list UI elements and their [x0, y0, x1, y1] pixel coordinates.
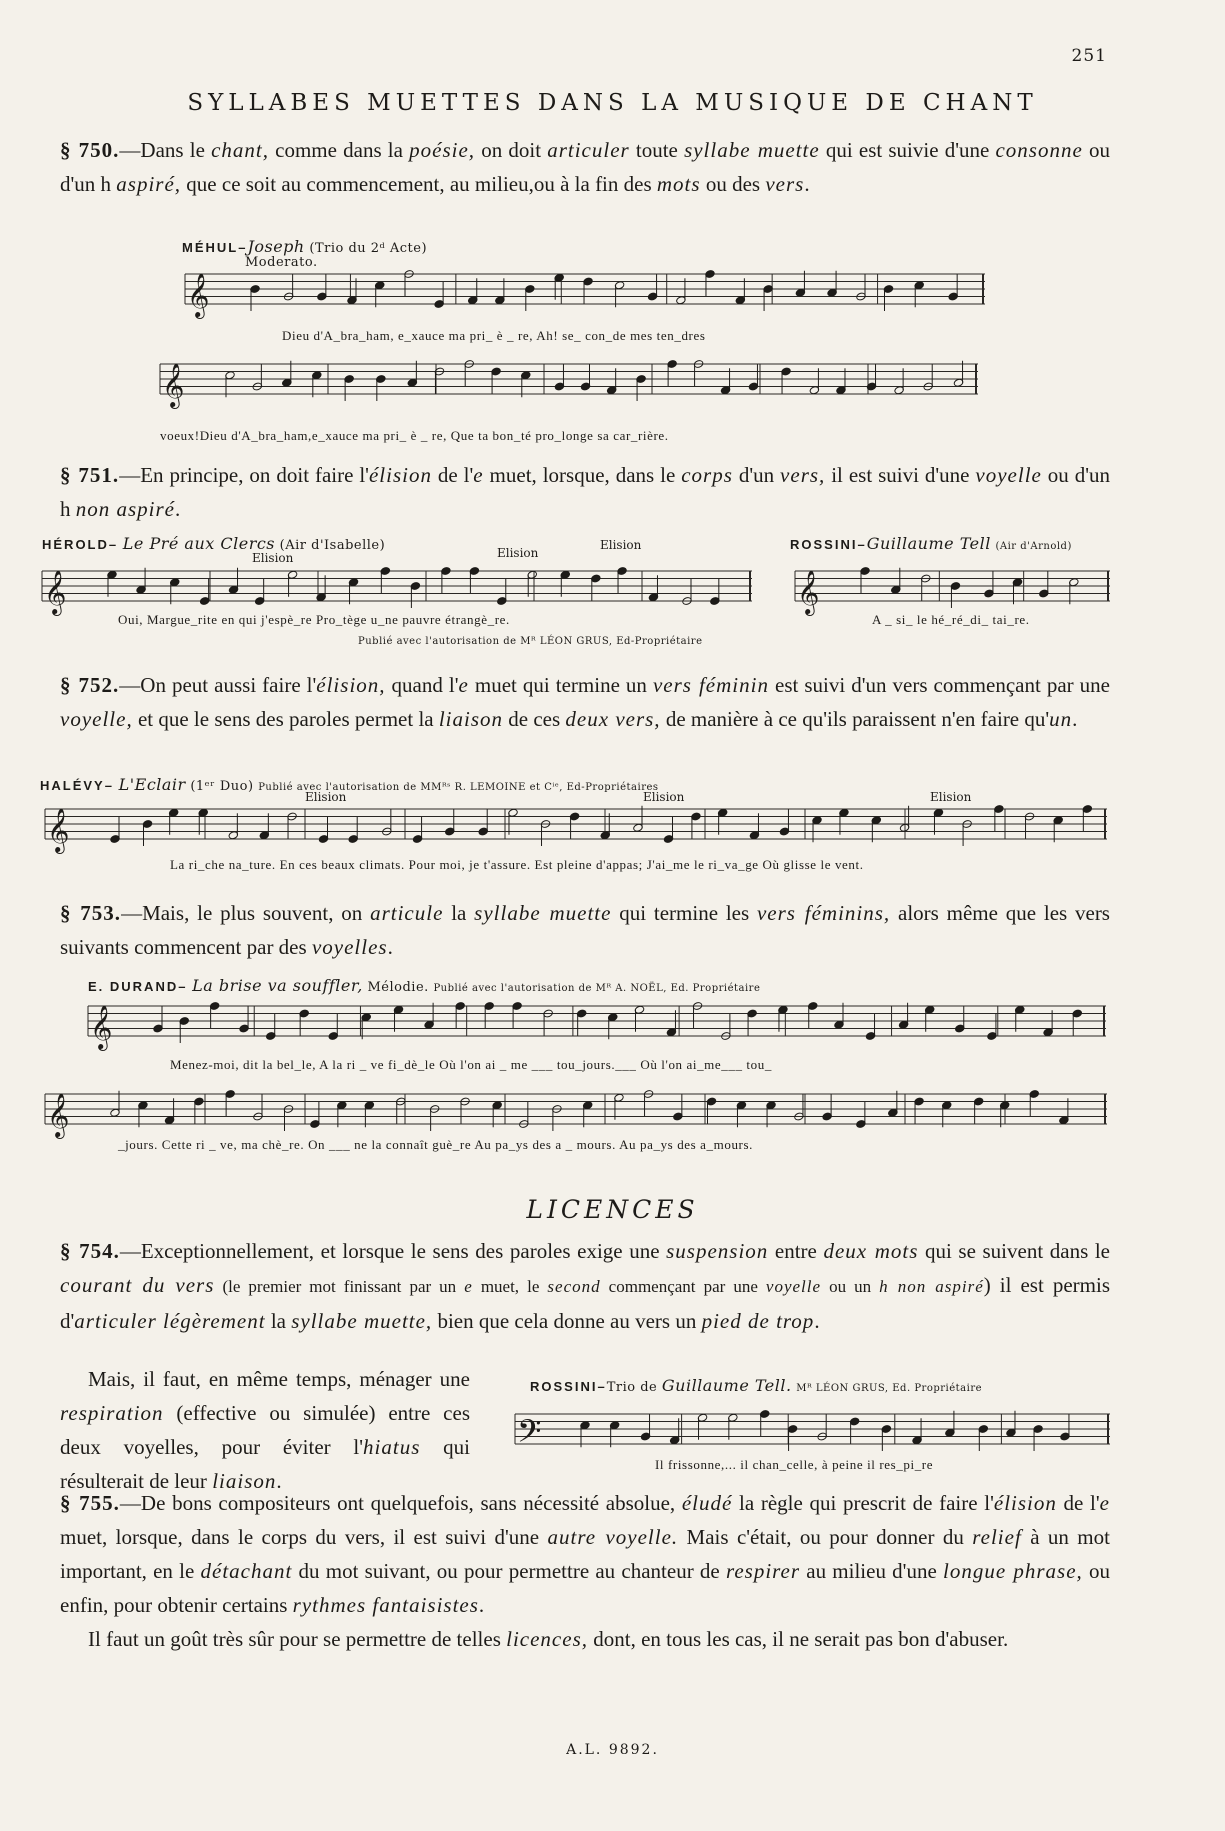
text: qui termine les	[611, 901, 757, 925]
work-note: (1ᵉʳ Duo)	[190, 779, 254, 794]
emphasis: mots	[656, 172, 701, 196]
emphasis: h non aspiré	[879, 1277, 984, 1296]
emphasis: détachant	[200, 1559, 293, 1583]
text: Il faut un goût très sûr pour se permettre de telles	[88, 1627, 507, 1651]
emphasis: syllabe muette	[474, 901, 612, 925]
emphasis: deux mots	[823, 1239, 919, 1263]
elision-marker: Elision	[252, 551, 294, 565]
emphasis: poésie,	[409, 138, 476, 162]
clef-symbol: 𝄞	[47, 1093, 70, 1137]
work-note: (Air d'Arnold)	[995, 541, 1072, 552]
text: —De bons compositeurs ont quelquefois, sans nécessité absolue,	[119, 1491, 682, 1515]
composer: ROSSINI–	[790, 537, 867, 552]
example-credit-rossini-1	[790, 534, 1072, 553]
text: .	[478, 1593, 485, 1617]
work-note: Mélodie.	[367, 980, 429, 995]
paragraph-755-continued	[60, 1622, 1110, 1656]
emphasis: suspension	[666, 1239, 769, 1263]
text: .	[175, 497, 181, 521]
permission-rossini-2: Mᴿ LÉON GRUS, Ed. Propriétaire	[796, 1383, 983, 1394]
emphasis: licences,	[506, 1627, 588, 1651]
emphasis: articule	[370, 901, 444, 925]
clef-symbol: 𝄞	[187, 273, 210, 317]
text: qui résulterait de leur	[60, 1435, 470, 1493]
emphasis: e	[458, 673, 469, 697]
example-credit-herold	[42, 534, 385, 553]
text: .	[1072, 707, 1078, 731]
text: .	[276, 1469, 282, 1493]
elision-marker: Elision	[600, 538, 642, 552]
example-credit-rossini-2	[530, 1376, 982, 1395]
emphasis: vers	[765, 172, 805, 196]
emphasis: vers féminins,	[756, 901, 891, 925]
paragraph-753	[60, 896, 1110, 964]
emphasis: articuler légèrement	[74, 1309, 266, 1333]
emphasis: vers,	[780, 463, 826, 487]
paragraph-752	[60, 668, 1110, 736]
emphasis: respiration	[60, 1401, 164, 1425]
text: ou d'un h	[60, 463, 1110, 521]
section-number: § 752.	[60, 673, 120, 697]
section-number: § 751.	[60, 463, 120, 487]
example-credit-mehul	[182, 237, 427, 256]
text: Mais c'était, ou pour donner du	[678, 1525, 973, 1549]
text: dont, en tous les cas, il ne serait pas bon d'abuser.	[588, 1627, 1009, 1651]
paragraph-751	[60, 458, 1110, 526]
work-title: L'Eclair	[118, 775, 186, 794]
text: commençant par une	[600, 1277, 766, 1296]
emphasis: consonne	[995, 138, 1083, 162]
music-staff-mehul-1	[185, 270, 985, 317]
text: de l'	[1056, 1491, 1100, 1515]
emphasis: voyelle,	[60, 707, 133, 731]
section-heading-licences: LICENCES	[526, 1195, 699, 1224]
tempo-marking: Moderato.	[245, 255, 318, 270]
paragraph-754	[60, 1234, 1110, 1338]
text: Mais, il faut, en même temps, ménager une	[88, 1367, 470, 1391]
work-title: Le Pré aux Clercs	[122, 534, 276, 553]
emphasis: élision,	[316, 673, 386, 697]
music-staff-rossini-1	[795, 567, 1110, 614]
paragraph-755	[60, 1486, 1110, 1622]
text: —Exceptionnellement, et lorsque le sens des paroles exige une	[119, 1239, 667, 1263]
music-staff-mehul-2	[160, 360, 978, 407]
text: —Mais, le plus souvent, on	[121, 901, 371, 925]
lyrics-rossini-1: A _ si_ le hé_ré_di_ tai_re.	[872, 612, 1030, 627]
emphasis: longue phrase,	[942, 1559, 1083, 1583]
text: on doit	[475, 138, 548, 162]
emphasis: éludé	[681, 1491, 733, 1515]
permission-halevy: Publié avec l'autorisation de MMᴿˢ R. LEMOINE et Cⁱᵉ, Ed-Propriétaires	[258, 782, 659, 793]
text: muet, lorsque, dans le	[483, 463, 682, 487]
text: est suivi d'un vers commençant par une	[768, 673, 1110, 697]
emphasis: e	[1099, 1491, 1110, 1515]
emphasis: articuler	[547, 138, 630, 162]
emphasis: liaison	[438, 707, 504, 731]
example-credit-halevy	[40, 775, 659, 794]
section-number: § 750.	[60, 138, 120, 162]
lyrics-rossini-2: Il frissonne,... il chan_celle, à peine il res_pi_re	[655, 1457, 934, 1472]
elision-marker: Elision	[930, 790, 972, 804]
emphasis: élision	[993, 1491, 1057, 1515]
permission-durand: Publié avec l'autorisation de Mᴿ A. NOËL, Ed. Propriétaire	[433, 983, 761, 994]
emphasis: e	[473, 463, 484, 487]
lyrics-durand-2: _jours. Cette ri _ ve, ma chè_re. On ___ ne la connaît guè_re Au pa_ys des a _ mours. Au pa_ys des a_mours.	[118, 1137, 753, 1152]
text: (le premier mot finissant par un	[214, 1277, 465, 1296]
emphasis: relief	[972, 1525, 1022, 1549]
text: muet, le	[472, 1277, 548, 1296]
clef-symbol: 𝄞	[162, 363, 185, 407]
paragraph-750	[60, 133, 1110, 201]
paragraph-754-continued	[60, 1362, 470, 1498]
work-note: (Trio du 2ᵈ Acte)	[309, 241, 428, 256]
emphasis: courant du vers	[60, 1273, 215, 1297]
example-credit-durand	[88, 976, 760, 995]
work-title: Guillaume Tell.	[661, 1376, 792, 1395]
text: entre	[768, 1239, 824, 1263]
music-staff-herold	[42, 567, 752, 614]
lyrics-durand-1: Menez-moi, dit la bel_le, A la ri _ ve fi_dè_le Où l'on ai _ me ___ tou_jours.___ Où l'on ai_me___ tou_	[170, 1057, 772, 1072]
text: la règle qui prescrit de faire l'	[732, 1491, 994, 1515]
text: comme dans la	[268, 138, 410, 162]
emphasis: aspiré,	[116, 172, 182, 196]
text: qui se suivent dans le	[918, 1239, 1110, 1263]
text: (effective ou simulée) entre ces deux voyelles, pour éviter l'	[60, 1401, 470, 1459]
text: quand l'	[385, 673, 459, 697]
work-title: Joseph	[247, 237, 305, 256]
composer: HÉROLD–	[42, 537, 119, 552]
composer: ROSSINI–	[530, 1379, 607, 1394]
emphasis: deux vers,	[565, 707, 661, 731]
page-number: 251	[1071, 46, 1107, 66]
text: de manière à ce qu'ils paraissent n'en faire qu'	[660, 707, 1050, 731]
emphasis: e	[464, 1277, 473, 1296]
text: ou enfin, pour obtenir certains	[60, 1559, 1110, 1617]
text: ) il est permis d'	[60, 1273, 1111, 1333]
text: —On peut aussi faire l'	[119, 673, 317, 697]
emphasis: voyelles	[311, 935, 388, 959]
composer: E. DURAND–	[88, 979, 188, 994]
emphasis: respirer	[725, 1559, 801, 1583]
emphasis: rythmes fantaisistes	[292, 1593, 479, 1617]
text: à un mot important, en le	[60, 1525, 1110, 1583]
lyrics-mehul-2: voeux!Dieu d'A_bra_ham,e_xauce ma pri_ è _ re, Que ta bon_té pro_longe sa car_rière.	[160, 428, 669, 443]
emphasis: chant,	[211, 138, 269, 162]
page-footer: A.L. 9892.	[566, 1742, 659, 1758]
emphasis: second	[547, 1277, 601, 1296]
text: —En principe, on doit faire l'	[119, 463, 369, 487]
music-staff-halevy	[45, 805, 1107, 852]
music-staff-rossini-2	[515, 1410, 1110, 1457]
emphasis: un	[1049, 707, 1073, 731]
emphasis: voyelle	[765, 1277, 822, 1296]
section-number: § 754.	[60, 1239, 120, 1263]
composer: MÉHUL–	[182, 240, 248, 255]
composer: HALÉVY–	[40, 778, 114, 793]
emphasis: syllabe muette,	[291, 1309, 433, 1333]
text: —Dans le	[119, 138, 212, 162]
emphasis: liaison	[212, 1469, 277, 1493]
emphasis: non aspiré	[75, 497, 175, 521]
text: que ce soit au commencement, au milieu,ou à la fin des	[181, 172, 657, 196]
text: la	[265, 1309, 292, 1333]
elision-marker: Elision	[305, 790, 347, 804]
text: ou un	[821, 1277, 880, 1296]
emphasis: hiatus	[363, 1435, 421, 1459]
text: alors même que les vers suivants commencent par des	[60, 901, 1110, 959]
music-staff-durand-2	[45, 1090, 1107, 1137]
clef-symbol: 𝄞	[90, 1005, 113, 1049]
text: de ces	[503, 707, 566, 731]
elision-marker: Elision	[497, 546, 539, 560]
text: il est suivi d'une	[825, 463, 976, 487]
section-number: § 755.	[60, 1491, 120, 1515]
emphasis: pied de trop	[701, 1309, 815, 1333]
lyrics-halevy: La ri_che na_ture. En ces beaux climats. Pour moi, je t'assure. Est pleine d'appas; J'ai_me le ri_va_ge Où glisse le vent.	[170, 857, 864, 872]
text: au milieu d'une	[800, 1559, 943, 1583]
section-number: § 753.	[60, 901, 122, 925]
text: toute	[629, 138, 685, 162]
text: .	[804, 172, 810, 196]
work-title: Guillaume Tell	[866, 534, 991, 553]
permission-herold: Publié avec l'autorisation de Mᴿ LÉON GRUS, Ed-Propriétaire	[358, 636, 703, 647]
emphasis: vers féminin	[652, 673, 769, 697]
text: muet, lorsque, dans le corps du vers, il est suivi d'une	[60, 1525, 548, 1549]
clef-symbol: 𝄞	[797, 570, 820, 614]
text: ou d'un h	[60, 138, 1110, 196]
clef-symbol: 𝄢	[517, 1413, 542, 1457]
text: muet qui termine un	[468, 673, 653, 697]
elision-marker: Elision	[643, 790, 685, 804]
text: qui est suivie d'une	[819, 138, 996, 162]
page-title: SYLLABES MUETTES DANS LA MUSIQUE DE CHANT	[187, 90, 1038, 116]
emphasis: élision	[368, 463, 432, 487]
lyrics-herold: Oui, Margue_rite en qui j'espè_re Pro_tège u_ne pauvre étrangè_re.	[118, 612, 510, 627]
text: ou des	[700, 172, 766, 196]
text: bien que cela donne au vers un	[432, 1309, 702, 1333]
clef-symbol: 𝄞	[44, 570, 67, 614]
text: et que le sens des paroles permet la	[132, 707, 439, 731]
music-staff-durand-1	[88, 1002, 1106, 1049]
text: de l'	[431, 463, 474, 487]
work-prefix: Trio de	[606, 1380, 658, 1395]
work-title: La brise va souffler,	[192, 976, 363, 995]
text: du mot suivant, ou pour permettre au chanteur de	[292, 1559, 726, 1583]
emphasis: voyelle	[975, 463, 1042, 487]
emphasis: autre voyelle.	[547, 1525, 679, 1549]
clef-symbol: 𝄞	[47, 808, 70, 852]
text: .	[387, 935, 393, 959]
emphasis: corps	[681, 463, 733, 487]
text: la	[443, 901, 475, 925]
emphasis: syllabe muette	[684, 138, 820, 162]
text: d'un	[732, 463, 781, 487]
lyrics-mehul-1: Dieu d'A_bra_ham, e_xauce ma pri_ è _ re, Ah! se_ con_de mes ten_dres	[282, 328, 706, 343]
work-note: (Air d'Isabelle)	[279, 538, 386, 553]
text: .	[814, 1309, 820, 1333]
